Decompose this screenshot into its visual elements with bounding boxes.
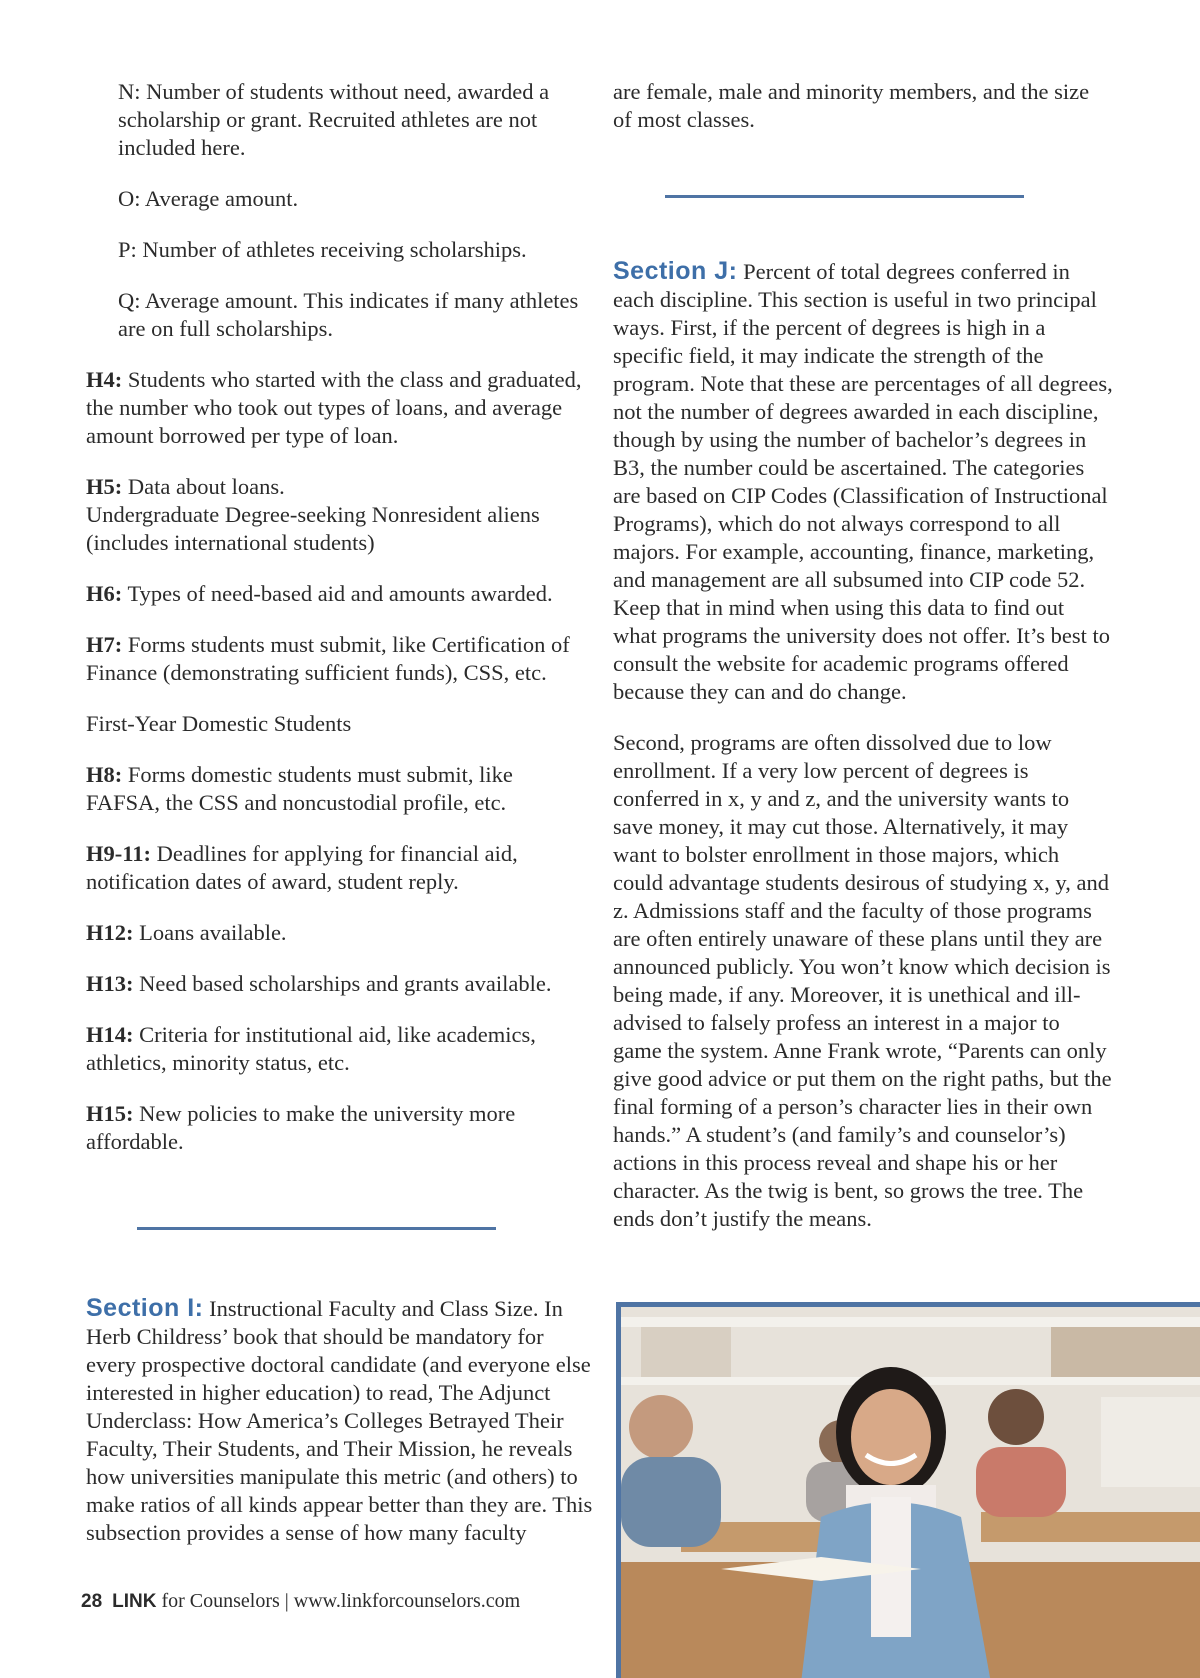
- section-j-heading: Section J:: [613, 257, 738, 285]
- h15-text: New policies to make the university more affordable.: [86, 1101, 516, 1154]
- h7-label: H7:: [86, 632, 123, 657]
- brand-link: LINK: [112, 1591, 157, 1612]
- item-h9-11: [86, 840, 592, 896]
- classroom-photo: [616, 1302, 1200, 1678]
- h13-label: H13:: [86, 971, 134, 996]
- h12-text: Loans available.: [133, 920, 287, 945]
- h5-label: H5:: [86, 474, 123, 499]
- h8-text: Forms domestic students must submit, like FAFSA, the CSS and noncustodial profile, etc.: [86, 762, 513, 815]
- h4-text: Students who started with the class and graduated, the number who took out types of loans, and average amount borrowed per type of loan.: [86, 367, 582, 448]
- item-h12: [86, 919, 592, 947]
- item-h6: [86, 580, 592, 608]
- h5-sub: Undergraduate Degree-seeking Nonresident aliens (includes international students): [86, 502, 540, 555]
- item-h5: [86, 473, 592, 557]
- page-footer: [81, 1590, 520, 1613]
- divider-spacer: [613, 157, 1113, 257]
- right-column: [613, 78, 1113, 1256]
- footer-text: for Counselors | www.linkforcounselors.com: [156, 1590, 521, 1612]
- item-h8: [86, 761, 592, 817]
- h13-text: Need based scholarships and grants available.: [133, 971, 552, 996]
- h14-label: H14:: [86, 1022, 134, 1047]
- h8-label: H8:: [86, 762, 123, 787]
- section-i: [86, 1294, 596, 1547]
- second-paragraph: Second, programs are often dissolved due to low enrollment. If a very low percent of degrees is conferred in x, y and z, and the university wants to save money, it may cut those. Alternatively, it may want to bolster enrollment in those majors, which could advantage students desirous of studying x, y, and z. Admissions staff and the faculty of those programs are often entirely unaware of these plans until they are announced publicly. You won’t know which decision is being made, if any. Moreover, it is unethical and ill-advised to falsely profess an interest in a major to game the system. Anne Frank wrote, “Parents can only give good advice or put them on the right paths, but the final forming of a person’s character lies in their own hands.” A student’s (and family’s and counselor’s) actions in this process reveal and shape his or her character. As the twig is bent, so grows the tree. The ends don’t justify the means.: [613, 730, 1112, 1231]
- left-column: [86, 78, 592, 1179]
- section-i-text: Instructional Faculty and Class Size. In Herb Childress’ book that should be mandatory for every prospective doctoral candidate (and everyone else interested in higher education) to read, The Adjunct Underclass: How America’s Colleges Betrayed Their Faculty, Their Students, and Their Mission, he reveals how universities manipulate this metric (and others) to make ratios of all kinds appear better than they are. This subsection provides a sense of how many faculty: [86, 1296, 593, 1545]
- item-q: Q: Average amount. This indicates if many athletes are on full scholarships.: [118, 288, 579, 341]
- h12-label: H12:: [86, 920, 134, 945]
- section-j-text: Percent of total degrees conferred in each discipline. This section is useful in two principal ways. First, if the percent of degrees is high in a specific field, it may indicate the strength of the program. Note that these are percentages of all degrees, not the number of degrees awarded in each discipline, though by using the number of bachelor’s degrees in B3, the number could be ascertained. The categories are based on CIP Codes (Classification of Instructional Programs), which do not always correspond to all majors. For example, accounting, finance, marketing, and management are all subsumed into CIP code 52. Keep that in mind when using this data to find out what programs the university does not offer. It’s best to consult the website for academic programs offered because they can and do change.: [613, 259, 1113, 704]
- h6-label: H6:: [86, 581, 123, 606]
- h9-label: H9-11:: [86, 841, 151, 866]
- section-i-heading: Section I:: [86, 1294, 204, 1322]
- h5-text: Data about loans.: [122, 474, 285, 499]
- item-p: P: Number of athletes receiving scholarships.: [118, 237, 527, 262]
- h14-text: Criteria for institutional aid, like academics, athletics, minority status, etc.: [86, 1022, 536, 1075]
- continuation-text: are female, male and minority members, and the size of most classes.: [613, 79, 1090, 132]
- h15-label: H15:: [86, 1101, 134, 1126]
- item-h13: [86, 970, 592, 998]
- h4-label: H4:: [86, 367, 123, 392]
- item-h14: [86, 1021, 592, 1077]
- item-h7: [86, 631, 592, 687]
- item-h4: [86, 366, 592, 450]
- divider-right: [665, 195, 1024, 198]
- section-j: [613, 257, 1113, 706]
- classroom-illustration: [621, 1307, 1200, 1678]
- item-h15: [86, 1100, 592, 1156]
- item-n: N: Number of students without need, awarded a scholarship or grant. Recruited athletes are not included here.: [118, 79, 550, 160]
- item-o: O: Average amount.: [118, 186, 299, 211]
- page-number: 28: [81, 1591, 103, 1612]
- h9-text: Deadlines for applying for financial aid, notification dates of award, student reply.: [86, 841, 518, 894]
- h7-text: Forms students must submit, like Certification of Finance (demonstrating sufficient funds), CSS, etc.: [86, 632, 570, 685]
- divider-left: [137, 1227, 496, 1230]
- h6-text: Types of need-based aid and amounts awarded.: [122, 581, 553, 606]
- first-year-heading: First-Year Domestic Students: [86, 711, 352, 736]
